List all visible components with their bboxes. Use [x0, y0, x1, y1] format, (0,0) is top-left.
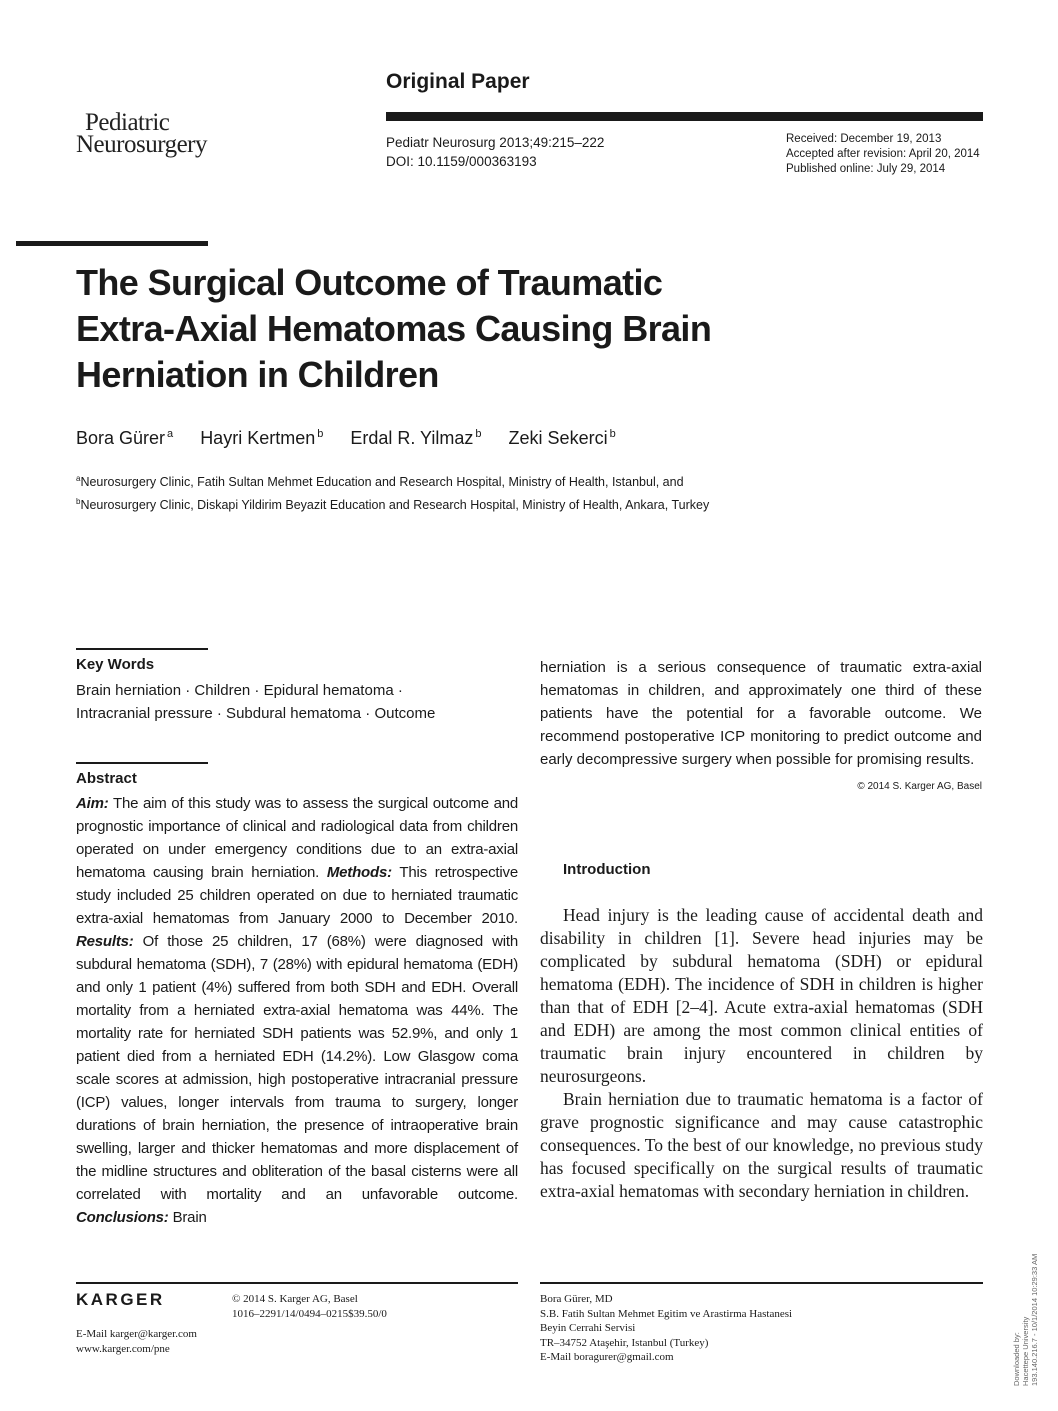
conclusions-label: Conclusions: — [76, 1209, 169, 1226]
aim-text: The aim of this study was to assess the surgical outcome and prognostic importance of clinical and radiological data from children operated on under emergency conditions due to an extra-axial hematoma causing brain herniation. — [76, 795, 518, 881]
abstract-copyright: © 2014 S. Karger AG, Basel — [857, 781, 982, 792]
received-date: Received: December 19, 2013 — [786, 133, 942, 145]
accepted-date: Accepted after revision: April 20, 2014 — [786, 148, 980, 160]
keywords-list — [76, 679, 518, 725]
title-line: Herniation in Children — [76, 354, 439, 395]
publisher-email[interactable]: E-Mail karger@karger.com — [76, 1328, 197, 1340]
author — [76, 428, 173, 448]
download-note-line: Downloaded by: — [1012, 1332, 1021, 1386]
keywords-line: Intracranial pressure · Subdural hematoma · Outcome — [76, 705, 436, 722]
dates-block — [786, 132, 980, 177]
publisher-contact — [76, 1327, 197, 1356]
footer-rule-right — [540, 1282, 983, 1284]
paragraph: Brain herniation due to traumatic hematoma is a factor of grave prognostic significance and may cause catastrophic consequences. To the best of our knowledge, no previous study has focused specifically on the surgical results of traumatic extra-axial hematomas with secondary herniation in children. — [540, 1089, 983, 1201]
author-affiliation-mark: b — [317, 428, 324, 440]
correspondence-block — [540, 1292, 792, 1365]
abstract-body — [76, 792, 518, 1229]
title-line: The Surgical Outcome of Traumatic — [76, 262, 663, 303]
author — [350, 428, 481, 448]
affiliations — [76, 469, 709, 515]
header-rule — [386, 112, 983, 121]
doi-link[interactable]: DOI: 10.1159/000363193 — [386, 154, 537, 169]
published-date: Published online: July 29, 2014 — [786, 163, 946, 175]
abstract-rule — [76, 762, 208, 764]
title-line: Extra-Axial Hematomas Causing Brain — [76, 308, 712, 349]
author-list — [76, 428, 638, 449]
issn: 1016–2291/14/0494–0215$39.50/0 — [232, 1307, 387, 1320]
title-rule — [16, 241, 208, 246]
results-text: Of those 25 children, 17 (68%) were diagnosed with subdural hematoma (SDH), 7 (28%) with epidural hematoma (EDH) and only 1 patient (4%) suffered from both SDH and EDH. Overall mortality from a herniated extra-axial hematoma was 44%. The mortality rate for herniated SDH patients was 52.9%, and only 1 patient died from a herniated EDH (14.2%). Low Glasgow coma scale scores at admission, high postoperative intracranial pressure (ICP) values, longer intervals from trauma to surgery, longer durations of brain herniation, the presence of intraoperative brain swelling, larger and thicker hematomas and more displacement of the midline structures and obliteration of the basal cisterns were all correlated with mortality and an unfavorable outcome. — [76, 933, 518, 1203]
keywords-line: Brain herniation · Children · Epidural hematoma · — [76, 682, 403, 699]
aim-label: Aim: — [76, 795, 109, 812]
affiliation-mark: b — [76, 497, 81, 507]
author-name: Bora Gürer — [76, 428, 166, 448]
correspondence-email[interactable]: E-Mail boragurer@gmail.com — [540, 1351, 674, 1363]
download-note-line: 193.140.216.7 - 10/1/2014 10:29:33 AM — [1030, 1253, 1039, 1386]
section-tag: Original Paper — [386, 70, 530, 93]
conclusions-text-continued: herniation is a serious consequence of traumatic extra-axial hematomas in children, and approximately one third of these patients have the potential for a favorable outcome. We recommend postoperative ICP monitoring to predict outcome and early decompressive surgery when possible for promising results. — [540, 659, 982, 768]
journal-logo — [76, 109, 207, 158]
article-title — [76, 260, 836, 398]
copyright-block — [232, 1292, 387, 1321]
author-affiliation-mark: b — [475, 428, 482, 440]
correspondence-address: TR–34752 Ataşehir, Istanbul (Turkey) — [540, 1336, 709, 1349]
affiliation — [76, 492, 709, 515]
abstract-heading: Abstract — [76, 770, 137, 787]
results-label: Results: — [76, 933, 134, 950]
author-name: Hayri Kertmen — [200, 428, 316, 448]
correspondence-institution: S.B. Fatih Sultan Mehmet Egitim ve Arastirma Hastanesi — [540, 1307, 793, 1320]
correspondence-department: Beyin Cerrahi Servisi — [540, 1322, 636, 1334]
citation: Pediatr Neurosurg 2013;49:215–222 — [386, 135, 605, 150]
author-affiliation-mark: b — [609, 428, 616, 440]
paragraph: Head injury is the leading cause of accidental death and disability in children [1]. Severe head injuries may be complicated by subdural hematoma (SDH) or epidural hematoma (EDH). The incidence of SDH in children is higher than that of EDH [2–4]. Acute extra-axial hematomas (SDH and EDH) are among the most common clinical entities of traumatic brain injury encountered in children by neurosurgeons. — [540, 905, 983, 1086]
download-note — [1012, 1254, 1039, 1386]
journal-logo-line2: Neurosurgery — [76, 131, 207, 158]
introduction-body — [540, 904, 983, 1203]
publisher-website[interactable]: www.karger.com/pne — [76, 1342, 170, 1355]
karger-logo: KARGER — [76, 1290, 165, 1309]
keywords-rule — [76, 648, 208, 650]
introduction-heading: Introduction — [563, 861, 651, 878]
affiliation-mark: a — [76, 474, 81, 483]
abstract-continuation — [540, 656, 982, 798]
footer-copyright: © 2014 S. Karger AG, Basel — [232, 1293, 358, 1305]
footer-rule-left — [76, 1282, 518, 1284]
citation-block — [386, 133, 604, 171]
methods-label: Methods: — [326, 864, 392, 881]
author-affiliation-mark: a — [167, 428, 174, 440]
conclusions-text: Brain — [168, 1209, 207, 1226]
author-name: Zeki Sekerci — [508, 428, 608, 448]
methods-text: This retrospective study included 25 children operated on due to herniated traumatic extra-axial hematomas from January 2000 to December 2010. — [76, 864, 518, 927]
journal-logo-line1: Pediatric — [85, 109, 170, 136]
affiliation-text: Neurosurgery Clinic, Diskapi Yildirim Beyazit Education and Research Hospital, Ministry of Health, Ankara, Turkey — [80, 498, 710, 513]
affiliation-text: Neurosurgery Clinic, Fatih Sultan Mehmet Education and Research Hospital, Ministry of Health, Istanbul, and — [80, 475, 684, 490]
download-note-line: Hacettepe University — [1021, 1316, 1030, 1386]
keywords-heading: Key Words — [76, 656, 155, 673]
correspondence-name: Bora Gürer, MD — [540, 1293, 613, 1305]
affiliation — [76, 469, 709, 492]
author — [200, 428, 323, 448]
author — [509, 428, 616, 448]
author-name: Erdal R. Yilmaz — [350, 428, 474, 448]
